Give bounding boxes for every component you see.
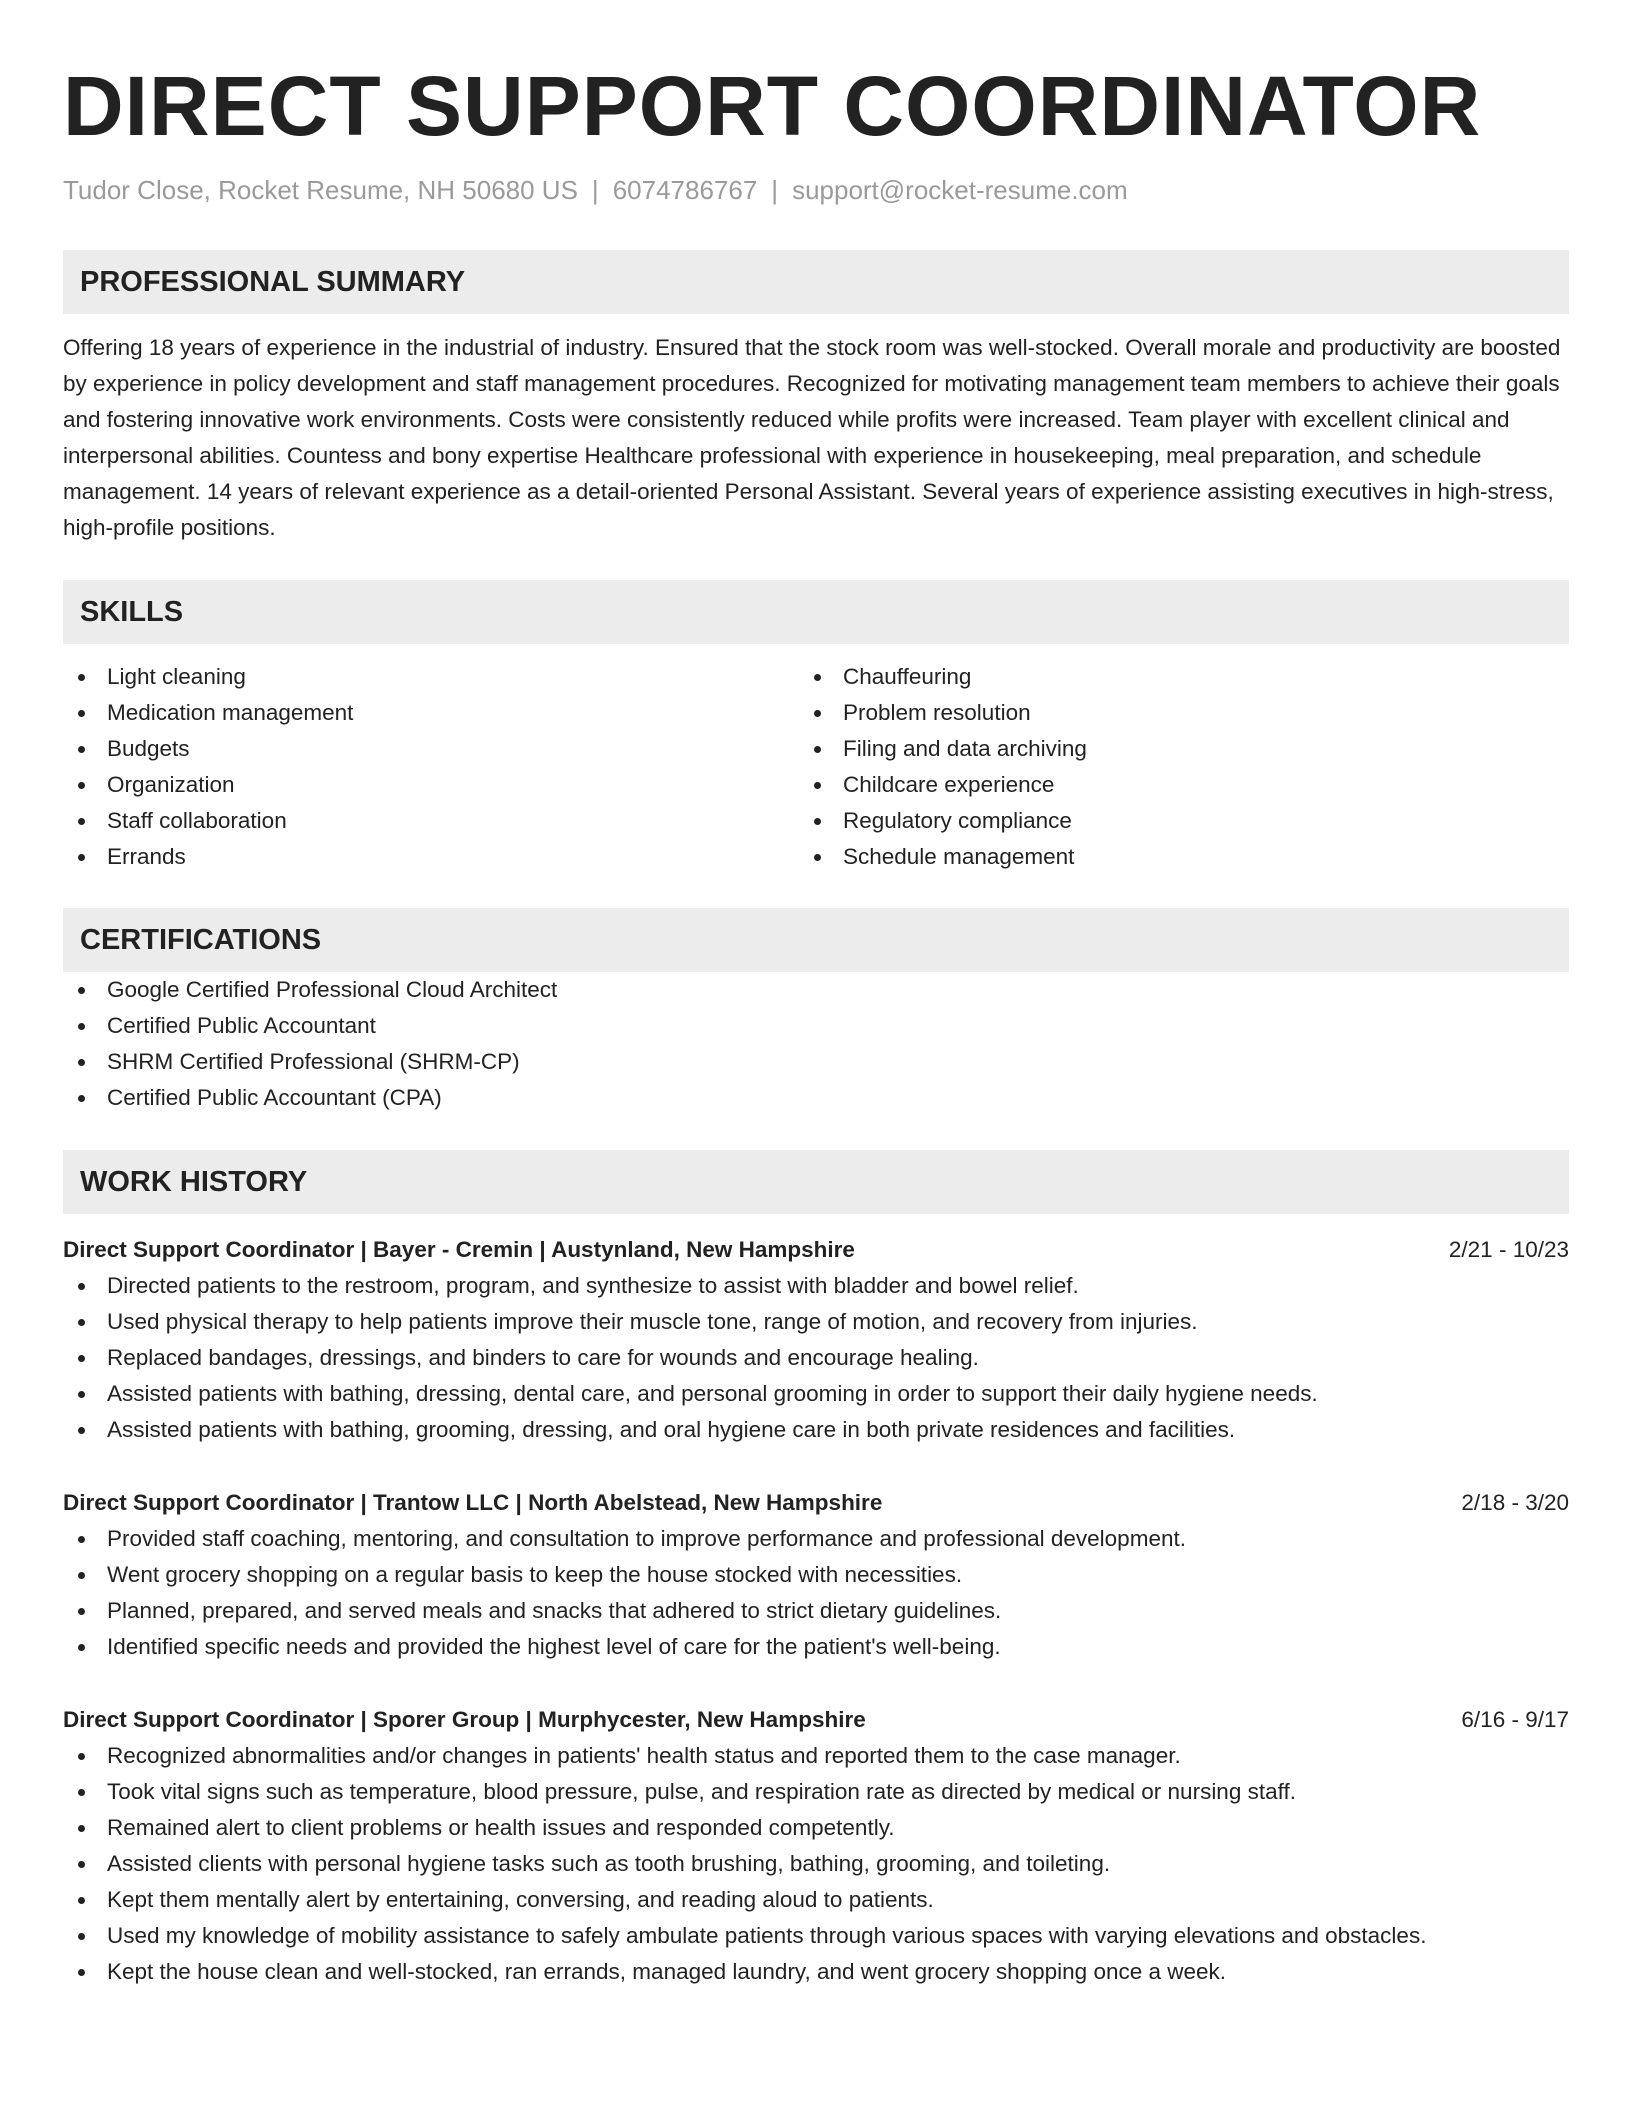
bullet-icon: [78, 1861, 85, 1868]
bullet-icon: [814, 782, 821, 789]
certification-item: SHRM Certified Professional (SHRM-CP): [63, 1044, 1569, 1080]
bullet-icon: [78, 746, 85, 753]
job-title: Direct Support Coordinator | Sporer Group | Murphycester, New Hampshire: [63, 1707, 866, 1732]
bullet-icon: [78, 1391, 85, 1398]
skill-item: Budgets: [63, 731, 799, 767]
job-entry: [63, 1485, 1569, 1665]
job-entry: [63, 1232, 1569, 1448]
skill-item: Chauffeuring: [799, 659, 1535, 695]
job-entry: [63, 1702, 1569, 1990]
bullet-icon: [78, 674, 85, 681]
section-header-skills: SKILLS: [63, 580, 1569, 644]
skill-item: Light cleaning: [63, 659, 799, 695]
bullet-icon: [78, 818, 85, 825]
skills-grid: [63, 659, 1569, 875]
certifications-list: [63, 972, 1569, 1116]
bullet-icon: [78, 1427, 85, 1434]
job-bullet: Assisted patients with bathing, dressing, dental care, and personal grooming in order to support their daily hygiene needs.: [63, 1376, 1569, 1412]
skills-list-right: [799, 659, 1535, 875]
bullet-icon: [78, 1355, 85, 1362]
bullet-icon: [78, 1969, 85, 1976]
bullet-icon: [78, 1059, 85, 1066]
bullet-icon: [78, 1825, 85, 1832]
job-bullet: Directed patients to the restroom, program, and synthesize to assist with bladder and bowel relief.: [63, 1268, 1569, 1304]
bullet-icon: [78, 854, 85, 861]
bullet-icon: [814, 746, 821, 753]
section-header-work-history: WORK HISTORY: [63, 1150, 1569, 1214]
contact-email: support@rocket-resume.com: [792, 175, 1128, 205]
job-bullet: Identified specific needs and provided the highest level of care for the patient's well-being.: [63, 1629, 1569, 1665]
contact-address: Tudor Close, Rocket Resume, NH 50680 US: [63, 175, 578, 205]
skill-item: Errands: [63, 839, 799, 875]
job-bullet: Used physical therapy to help patients improve their muscle tone, range of motion, and recovery from injuries.: [63, 1304, 1569, 1340]
job-bullet: Kept the house clean and well-stocked, ran errands, managed laundry, and went grocery shopping once a week.: [63, 1954, 1569, 1990]
job-bullet: Assisted clients with personal hygiene tasks such as tooth brushing, bathing, grooming, and toileting.: [63, 1846, 1569, 1882]
skill-item: Staff collaboration: [63, 803, 799, 839]
bullet-icon: [78, 1023, 85, 1030]
skills-list-left: [63, 659, 799, 875]
job-bullet: Provided staff coaching, mentoring, and consultation to improve performance and professional development.: [63, 1521, 1569, 1557]
skill-item: Filing and data archiving: [799, 731, 1535, 767]
job-bullet: Assisted patients with bathing, grooming, dressing, and oral hygiene care in both private residences and facilities.: [63, 1412, 1569, 1448]
bullet-icon: [78, 1933, 85, 1940]
certification-item: Certified Public Accountant: [63, 1008, 1569, 1044]
bullet-icon: [78, 782, 85, 789]
bullet-icon: [814, 710, 821, 717]
bullet-icon: [78, 1753, 85, 1760]
job-dates: 2/18 - 3/20: [1461, 1490, 1569, 1515]
skill-item: Childcare experience: [799, 767, 1535, 803]
job-bullet: Went grocery shopping on a regular basis to keep the house stocked with necessities.: [63, 1557, 1569, 1593]
skill-item: Regulatory compliance: [799, 803, 1535, 839]
section-header-certifications: CERTIFICATIONS: [63, 908, 1569, 972]
skill-item: Organization: [63, 767, 799, 803]
bullet-icon: [78, 1572, 85, 1579]
job-title: Direct Support Coordinator | Bayer - Cremin | Austynland, New Hampshire: [63, 1237, 855, 1262]
job-bullets: [63, 1738, 1569, 1990]
bullet-icon: [78, 1644, 85, 1651]
certification-item: Google Certified Professional Cloud Architect: [63, 972, 1569, 1008]
bullet-icon: [814, 854, 821, 861]
summary-text: Offering 18 years of experience in the industrial of industry. Ensured that the stock room was well-stocked. Overall morale and productivity are boosted by experience in policy development and staff management procedures. Recognized for motivating management team members to achieve their goals and fostering innovative work environments. Costs were consistently reduced while profits were increased. Team player with excellent clinical and interpersonal abilities. Countess and bony expertise Healthcare professional with experience in housekeeping, meal preparation, and schedule management. 14 years of relevant experience as a detail-oriented Personal Assistant. Several years of experience assisting executives in high-stress, high-profile positions.: [63, 335, 1561, 540]
resume-name: DIRECT SUPPORT COORDINATOR: [63, 59, 1482, 153]
job-bullet: Recognized abnormalities and/or changes in patients' health status and reported them to the case manager.: [63, 1738, 1569, 1774]
job-bullets: [63, 1268, 1569, 1448]
job-title: Direct Support Coordinator | Trantow LLC | North Abelstead, New Hampshire: [63, 1490, 883, 1515]
bullet-icon: [78, 1536, 85, 1543]
job-bullet: Took vital signs such as temperature, blood pressure, pulse, and respiration rate as directed by medical or nursing staff.: [63, 1774, 1569, 1810]
skill-item: Problem resolution: [799, 695, 1535, 731]
job-bullet: Kept them mentally alert by entertaining, conversing, and reading aloud to patients.: [63, 1882, 1569, 1918]
bullet-icon: [78, 1608, 85, 1615]
job-bullet: Remained alert to client problems or health issues and responded competently.: [63, 1810, 1569, 1846]
certification-item: Certified Public Accountant (CPA): [63, 1080, 1569, 1116]
bullet-icon: [814, 818, 821, 825]
job-bullet: Planned, prepared, and served meals and snacks that adhered to strict dietary guidelines.: [63, 1593, 1569, 1629]
job-header: [63, 1702, 1569, 1738]
job-dates: 2/21 - 10/23: [1448, 1237, 1569, 1262]
skills-column-left: [63, 659, 799, 875]
section-header-summary: PROFESSIONAL SUMMARY: [63, 250, 1569, 314]
contact-phone: 6074786767: [612, 175, 758, 205]
job-bullet: Used my knowledge of mobility assistance to safely ambulate patients through various spaces with varying elevations and obstacles.: [63, 1918, 1569, 1954]
job-bullets: [63, 1521, 1569, 1665]
bullet-icon: [78, 1319, 85, 1326]
bullet-icon: [78, 1897, 85, 1904]
skill-item: Medication management: [63, 695, 799, 731]
skill-item: Schedule management: [799, 839, 1535, 875]
bullet-icon: [78, 1095, 85, 1102]
bullet-icon: [78, 1283, 85, 1290]
job-bullet: Replaced bandages, dressings, and binders to care for wounds and encourage healing.: [63, 1340, 1569, 1376]
contact-separator: |: [771, 175, 779, 205]
bullet-icon: [78, 710, 85, 717]
contact-line: [63, 172, 1569, 208]
bullet-icon: [814, 674, 821, 681]
job-dates: 6/16 - 9/17: [1461, 1707, 1569, 1732]
job-header: [63, 1485, 1569, 1521]
bullet-icon: [78, 1789, 85, 1796]
contact-separator: |: [591, 175, 599, 205]
skills-column-right: [799, 659, 1535, 875]
job-header: [63, 1232, 1569, 1268]
bullet-icon: [78, 987, 85, 994]
